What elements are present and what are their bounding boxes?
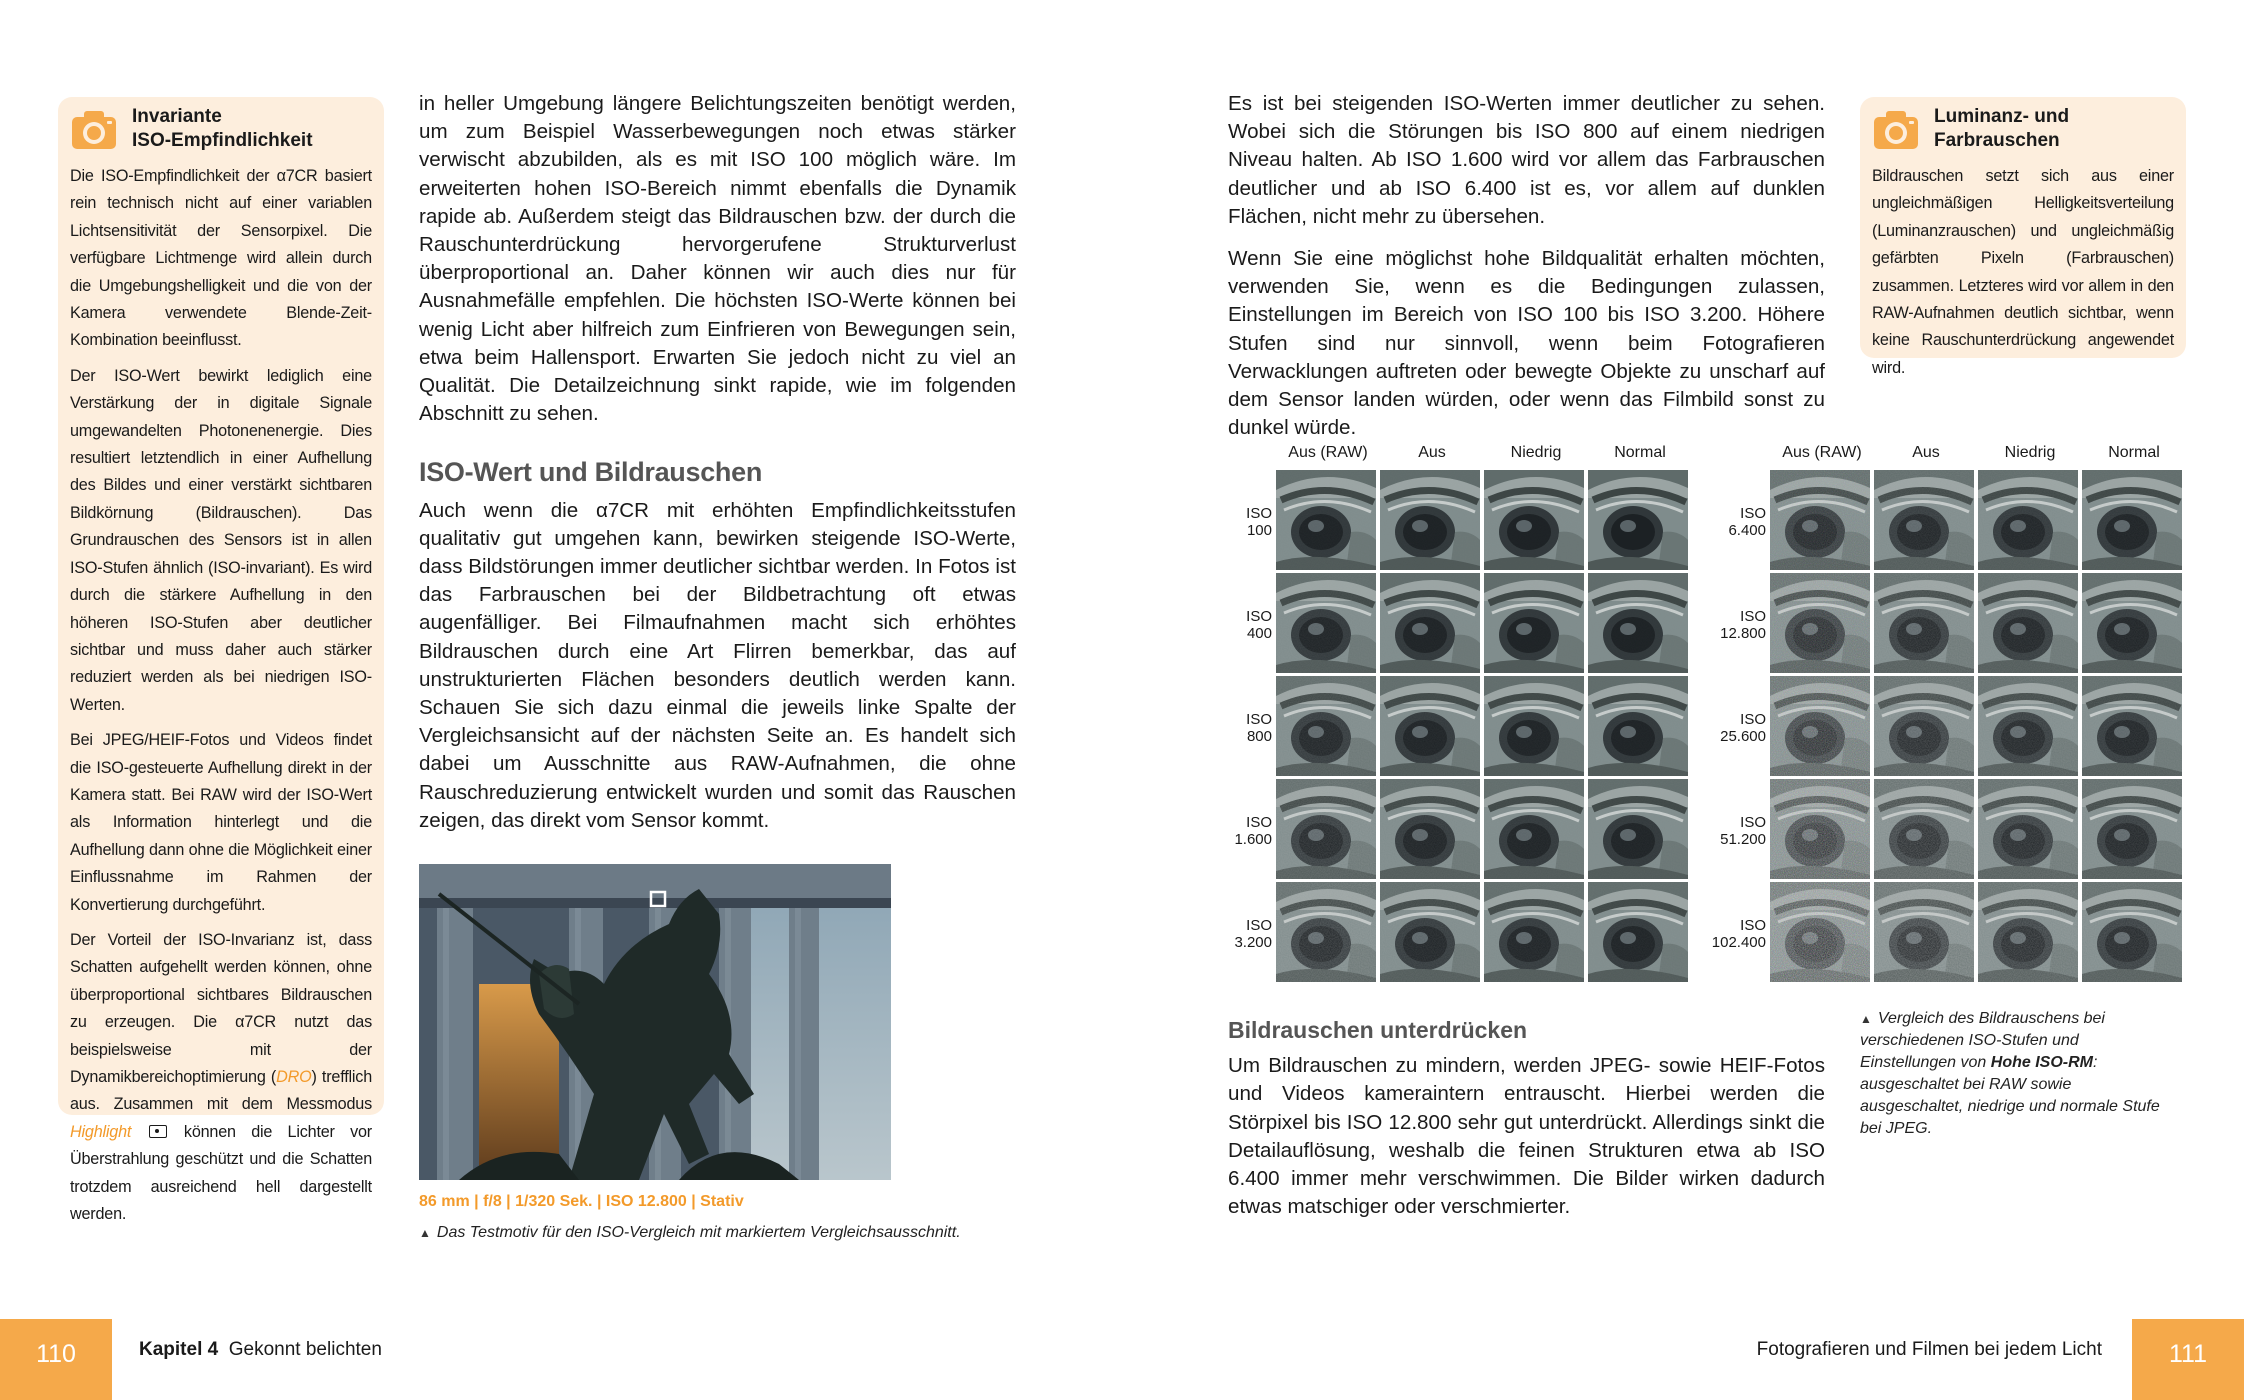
iso-sample-thumbnail: [1484, 573, 1584, 673]
sidebar-luminance-color-noise: [1860, 97, 2186, 377]
iso-sample-thumbnail: [1770, 882, 1870, 982]
book-title-footer: Fotografieren und Filmen bei jedem Licht: [1756, 1339, 2102, 1360]
column-label: Aus (RAW): [1782, 444, 1862, 461]
chapter-title: Gekonnt belichten: [228, 1339, 382, 1360]
column-labels: [1276, 444, 1692, 462]
iso-row-label: ISO 800: [1246, 710, 1272, 745]
iso-sample-thumbnail: [1380, 882, 1480, 982]
iso-sample-thumbnail: [1276, 573, 1376, 673]
iso-sample-thumbnail: [2082, 779, 2182, 879]
iso-sample-thumbnail: [1380, 573, 1480, 673]
iso-sample-thumbnail: [1484, 676, 1584, 776]
left-main-column: [419, 90, 1016, 849]
iso-sample-thumbnail: [1770, 779, 1870, 879]
iso-sample-thumbnail: [1588, 882, 1688, 982]
highlight-term: Highlight: [70, 1122, 132, 1141]
iso-row-label: ISO 1.600: [1234, 813, 1272, 848]
sidebar-title-line1: Invariante: [132, 106, 222, 127]
iso-sample-thumbnail: [1874, 676, 1974, 776]
iso-row-label: ISO 6.400: [1728, 504, 1766, 539]
iso-sample-thumbnail: [1874, 573, 1974, 673]
comparison-cells: [1276, 470, 1692, 985]
column-label: Aus: [1418, 444, 1446, 461]
sidebar-paragraph: Bei JPEG/HEIF-Fotos und Videos findet die ISO-gesteuerte Aufhellung direkt in der Kamera statt. Bei RAW wird der ISO-Wert als Information hinterlegt und die Aufhellung dann ohne die Möglichkeit einer Einflussnahme im Rahmen der Konvertierung durchgeführt.: [70, 731, 372, 914]
caption-triangle-icon: ▲: [1860, 1012, 1872, 1026]
page-number-right: 111: [2132, 1319, 2244, 1400]
sidebar-header: [70, 105, 372, 153]
iso-sample-thumbnail: [1276, 470, 1376, 570]
chapter-label: Kapitel 4: [139, 1339, 219, 1360]
sidebar-text: ) trefflich aus. Zusammen mit dem Messmodus: [70, 1068, 372, 1114]
iso-sample-thumbnail: [1276, 779, 1376, 879]
row-labels: [1228, 470, 1272, 985]
iso-row-label: ISO 25.600: [1720, 710, 1766, 745]
sidebar-header: [1872, 105, 2174, 153]
iso-row-label: ISO 51.200: [1720, 813, 1766, 848]
iso-comparison-grid-high: [1711, 440, 2186, 990]
iso-row-label: ISO 100: [1246, 504, 1272, 539]
column-label: Normal: [2108, 444, 2160, 461]
photo-caption: [419, 1222, 1019, 1244]
iso-row-label: ISO 400: [1246, 607, 1272, 642]
statue-illustration: [419, 864, 891, 1180]
iso-sample-thumbnail: [1978, 779, 2078, 879]
column-label: Normal: [1614, 444, 1666, 461]
body-paragraph: Um Bildrauschen zu mindern, werden JPEG- sowie HEIF-Fotos und Videos kameraintern entrauscht. Hierbei werden die Störpixel bis ISO 12.800 sehr gut unterdrückt. Allerdings sinkt die Detailauflösung, weshalb die feinen Strukturen etwa ab ISO 6.400 immer mehr verschwimmen. Die Bilder wirken dadurch etwas matschiger oder verschmierter.: [1228, 1054, 1825, 1219]
iso-comparison-grid-low: [1232, 440, 1692, 990]
section-heading: Bildrauschen unterdrücken: [1228, 1017, 1528, 1043]
dro-term: DRO: [276, 1068, 312, 1086]
test-subject-photo: [419, 864, 891, 1180]
metering-highlight-icon: [149, 1125, 167, 1138]
iso-sample-thumbnail: [2082, 676, 2182, 776]
right-main-column-bottom: [1228, 1016, 1825, 1235]
iso-sample-thumbnail: [1484, 470, 1584, 570]
iso-sample-thumbnail: [2082, 470, 2182, 570]
camera-icon: [70, 105, 118, 153]
iso-sample-thumbnail: [1484, 882, 1584, 982]
chapter-footer: [139, 1339, 382, 1361]
sidebar-text: Der Vorteil der ISO-Invarianz ist, dass Schatten aufgehellt werden können, ohne überproportional sichtbares Bildrauschen zu erzeugen. Die α7CR nutzt das beispielsweise mit der Dynamikbereichoptimierung (: [70, 930, 372, 1086]
iso-sample-thumbnail: [1978, 573, 2078, 673]
row-labels: [1711, 470, 1766, 985]
sidebar-title-line1: Luminanz- und: [1934, 106, 2070, 127]
caption-bold-term: Hohe ISO-RM: [1990, 1054, 2093, 1071]
iso-sample-thumbnail: [1978, 882, 2078, 982]
body-paragraph: Wenn Sie eine möglichst hohe Bildqualität erhalten möchten, verwenden Sie, wenn es die Bedingungen zulassen, Einstellungen im Bereich von ISO 100 bis ISO 3.200. Höhere Stufen sind nur sinnvoll, wenn beim Fotografieren Verwacklungen auftreten oder bewegte Objekte zu unscharf auf dem Sensor landen würden, oder wenn das Filmbild sonst zu dunkel würde.: [1228, 247, 1825, 440]
iso-sample-thumbnail: [1770, 573, 1870, 673]
iso-sample-thumbnail: [1978, 676, 2078, 776]
camera-icon: [1872, 105, 1920, 153]
right-main-column-top: [1228, 90, 1825, 456]
photo-exif-line: 86 mm | f/8 | 1/320 Sek. | ISO 12.800 | Stativ: [419, 1193, 744, 1210]
sidebar-paragraph: Die ISO-Empfindlichkeit der α7CR basiert rein technisch nicht auf einer variablen Lichtsensitivität der Sensorpixel. Die verfügbare Lichtmenge wird allein durch die Umgebungshelligkeit und die von der Kamera verwendete Blende-Zeit-Kombination beeinflusst.: [70, 167, 372, 350]
section-heading: ISO-Wert und Bildrauschen: [419, 457, 763, 488]
caption-text: Vergleich des Bildrauschens bei verschiedenen ISO-Stufen und Einstellungen von: [1860, 1010, 2105, 1071]
iso-sample-thumbnail: [1588, 676, 1688, 776]
iso-sample-thumbnail: [1588, 573, 1688, 673]
iso-sample-thumbnail: [1770, 676, 1870, 776]
iso-sample-thumbnail: [1588, 779, 1688, 879]
sidebar-title-line2: ISO-Empfindlichkeit: [132, 130, 313, 151]
iso-sample-thumbnail: [1588, 470, 1688, 570]
column-labels: [1770, 444, 2186, 462]
iso-sample-thumbnail: [1978, 470, 2078, 570]
iso-sample-thumbnail: [1380, 676, 1480, 776]
sidebar-paragraph: Bildrauschen setzt sich aus einer ungleichmäßigen Helligkeitsverteilung (Luminanzrauschen) und ungleichmäßig gefärbten Pixeln (Farbrauschen) zusammen. Letzteres wird vor allem in den RAW-Aufnahmen deutlich sichtbar, wenn keine Rauschunterdrückung angewendet wird.: [1872, 167, 2174, 377]
iso-sample-thumbnail: [1380, 470, 1480, 570]
sidebar-invariant-iso: [58, 97, 384, 1224]
caption-text: Das Testmotiv für den ISO-Vergleich mit markiertem Vergleichsausschnitt.: [436, 1224, 961, 1241]
sidebar-paragraph: Der ISO-Wert bewirkt lediglich eine Verstärkung der in digitale Signale umgewandelten Photonenenergie. Dies resultiert letztendlich in einer Aufhellung des Bildes und einer verstärkt sichtbaren Bildkörnung (Bildrauschen). Das Grundrauschen des Sensors ist in allen ISO-Stufen ähnlich (ISO-invariant). Es wird durch die stärkere Aufhellung in den höheren ISO-Stufen aber deutlicher sichtbar und muss daher auch stärker reduziert werden als bei niedrigen ISO-Werten.: [70, 366, 372, 714]
column-label: Niedrig: [1510, 444, 1562, 461]
iso-sample-thumbnail: [1874, 882, 1974, 982]
comparison-caption: [1860, 1008, 2178, 1140]
iso-sample-thumbnail: [1770, 470, 1870, 570]
caption-text: : ausgeschaltet bei RAW sowie ausgeschaltet, niedrige und normale Stufe bei JPEG.: [1860, 1054, 2160, 1137]
iso-sample-thumbnail: [1874, 779, 1974, 879]
column-label: Aus: [1912, 444, 1940, 461]
caption-triangle-icon: ▲: [419, 1226, 431, 1240]
iso-sample-thumbnail: [1484, 779, 1584, 879]
iso-sample-thumbnail: [2082, 573, 2182, 673]
page-number-left: 110: [0, 1319, 112, 1400]
column-label: Niedrig: [2004, 444, 2056, 461]
iso-row-label: ISO 102.400: [1711, 916, 1766, 951]
iso-sample-thumbnail: [1276, 676, 1376, 776]
comparison-cells: [1770, 470, 2186, 985]
iso-sample-thumbnail: [1276, 882, 1376, 982]
sidebar-title-line2: Farbrauschen: [1934, 130, 2060, 151]
sidebar-text: können die Lichter vor Überstrahlung geschützt und die Schatten trotzdem ausreichend hell dargestellt werden.: [70, 1122, 372, 1224]
iso-row-label: ISO 3.200: [1234, 916, 1272, 951]
column-label: Aus (RAW): [1288, 444, 1368, 461]
sidebar-paragraph: [70, 927, 372, 1228]
body-paragraph: Auch wenn die α7CR mit erhöhten Empfindlichkeitsstufen qualitativ gut umgehen kann, bewirken steigende ISO-Werte, dass Bildstörungen immer deutlicher sichtbar werden. In Fotos ist das Farbrauschen bei der Bildbetrachtung oft etwas augenfälliger. Bei Filmaufnahmen macht sich erhöhtes Bildrauschen durch eine Art Flirren bemerkbar, das auf unstrukturierten Flächen besonders deutlich werden kann. Schauen Sie sich dazu einmal die jeweils linke Spalte der Vergleichsansicht auf der nächsten Seite an. Es handelt sich dabei um Ausschnitte aus RAW-Aufnahmen, die ohne Rauschreduzierung entwickelt wurden und somit das Rauschen zeigen, das direkt vom Sensor kommt.: [419, 498, 1016, 832]
iso-sample-thumbnail: [1874, 470, 1974, 570]
iso-sample-thumbnail: [1380, 779, 1480, 879]
iso-sample-thumbnail: [2082, 882, 2182, 982]
body-paragraph: Es ist bei steigenden ISO-Werten immer deutlicher zu sehen. Wobei sich die Störungen bis ISO 800 auf einem niedrigen Niveau halten. Ab ISO 1.600 wird vor allem das Farbrauschen deutlicher und ab ISO 6.400 ist es, vor allem auf dunklen Flächen, nicht mehr zu übersehen.: [1228, 92, 1825, 228]
iso-row-label: ISO 12.800: [1720, 607, 1766, 642]
body-paragraph: in heller Umgebung längere Belichtungszeiten benötigt werden, um zum Beispiel Wasserbewegungen noch etwas stärker verwischt abzubilden, als es mit ISO 100 möglich wäre. Im erweiterten hohen ISO-Bereich nimmt ebenfalls die Dynamik rapide ab. Außerdem steigt das Bildrauschen bzw. der durch die Rauschunterdrückung hervorgerufene Strukturverlust überproportional an. Daher können wir auch dies nur für Ausnahmefälle empfehlen. Die höchsten ISO-Werte können bei wenig Licht aber hilfreich zum Einfrieren von Bewegungen sein, etwa beim Hallensport. Erwarten Sie jedoch nicht zu viel an Qualität. Die Detailzeichnung sinkt rapide, wie im folgenden Abschnitt zu sehen.: [419, 92, 1016, 426]
